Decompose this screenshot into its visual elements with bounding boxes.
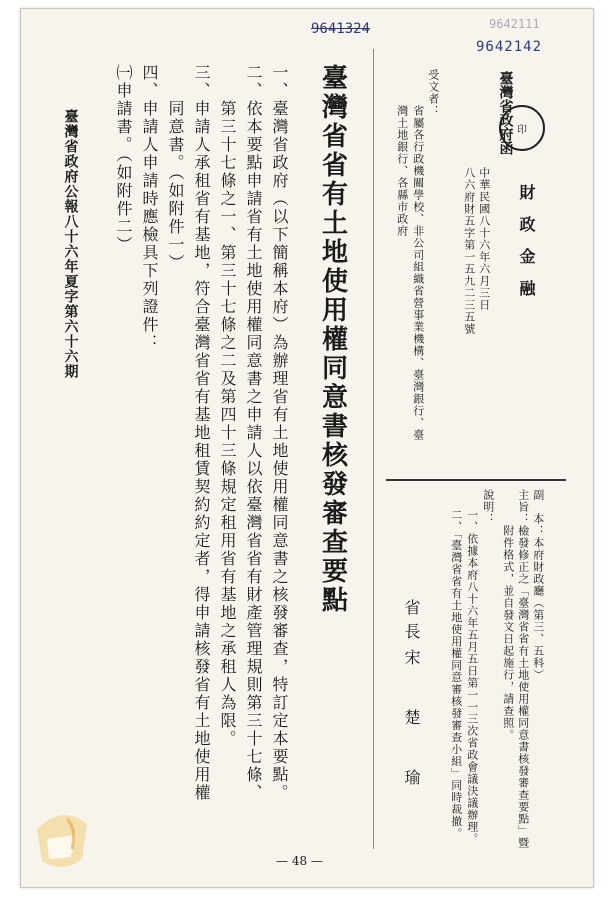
- subject-line-2: 附件格式，並自發文日起施行，請查照。: [501, 489, 515, 741]
- issuer-header: 臺灣省政府函: [497, 71, 514, 155]
- explanation-item-2: 二、「臺灣省省有土地使用權同意審核發審查小組」同時裁撤。: [449, 509, 463, 840]
- doc-number: 八六府財五字第一五九二三五號: [462, 167, 476, 335]
- new-archive-number: 9642142: [476, 39, 543, 55]
- clause-2-line-1: 二、依本要點申請省有土地使用權同意書之申請人以依臺灣省省有財產管理規則第三十七條、: [244, 64, 263, 802]
- clause-2-line-2: 第三十七條之一、第三十七條之二及第四十三條規定租用省有基地之承租人為限。: [218, 64, 237, 748]
- recipient-line-2: 灣土地銀行、各縣市政府: [395, 105, 409, 237]
- clause-1: 一、臺灣省政府（以下簡稱本府）為辦理省有土地使用權同意書之核發審查，特訂定本要點。: [270, 64, 289, 802]
- page-number: — 48 —: [276, 854, 323, 868]
- subject-line-1: 主旨：檢發修正之「臺灣省省有土地使用權同意書核發審查要點」暨: [516, 489, 530, 849]
- clause-4-line-2: ㈠申請書。（如附件二）: [114, 64, 133, 254]
- old-archive-number: 9641324: [311, 21, 371, 37]
- category-label: 財政金融: [517, 184, 536, 312]
- government-seal-icon: 印: [499, 105, 545, 151]
- clause-3-line-2: 同意書。（如附件一）: [166, 64, 185, 272]
- recipient-line-1: 省屬各行政機關學校、非公司組織省營事業機構、臺灣銀行、臺: [411, 105, 425, 441]
- signature-name: 宋 楚 瑜: [402, 649, 421, 799]
- clause-3-line-1: 三、申請人承租省有基地，符合臺灣省省有基地租賃契約約定者，得申請核發省有土地使用權: [192, 64, 211, 802]
- document-page: [20, 8, 594, 888]
- explanation-label: 說明：: [481, 489, 495, 525]
- archive-watermark-logo-icon: [27, 799, 97, 879]
- clause-4-line-1: 四、申請人申請時應檢具下列證件：: [140, 64, 159, 352]
- faint-archive-number: 9642111: [489, 17, 540, 31]
- section-divider: [386, 479, 566, 481]
- gazette-issue: 臺灣省政府公報八十六年夏字第六十六期: [62, 109, 79, 379]
- recipient-label: 受文者：: [426, 69, 440, 117]
- signature-title: 省長: [402, 599, 421, 647]
- explanation-item-1: 一、依據本府八十六年五月五日第一一三次省政會議決議辦理。: [465, 509, 479, 845]
- copy-to: 副 本：本府財政廳（第三、五科）: [531, 489, 545, 681]
- column-divider: [373, 49, 374, 849]
- doc-date: 中華民國八十六年六月三日: [477, 167, 491, 311]
- document-title: 臺灣省省有土地使用權同意書核發審查要點: [317, 64, 348, 615]
